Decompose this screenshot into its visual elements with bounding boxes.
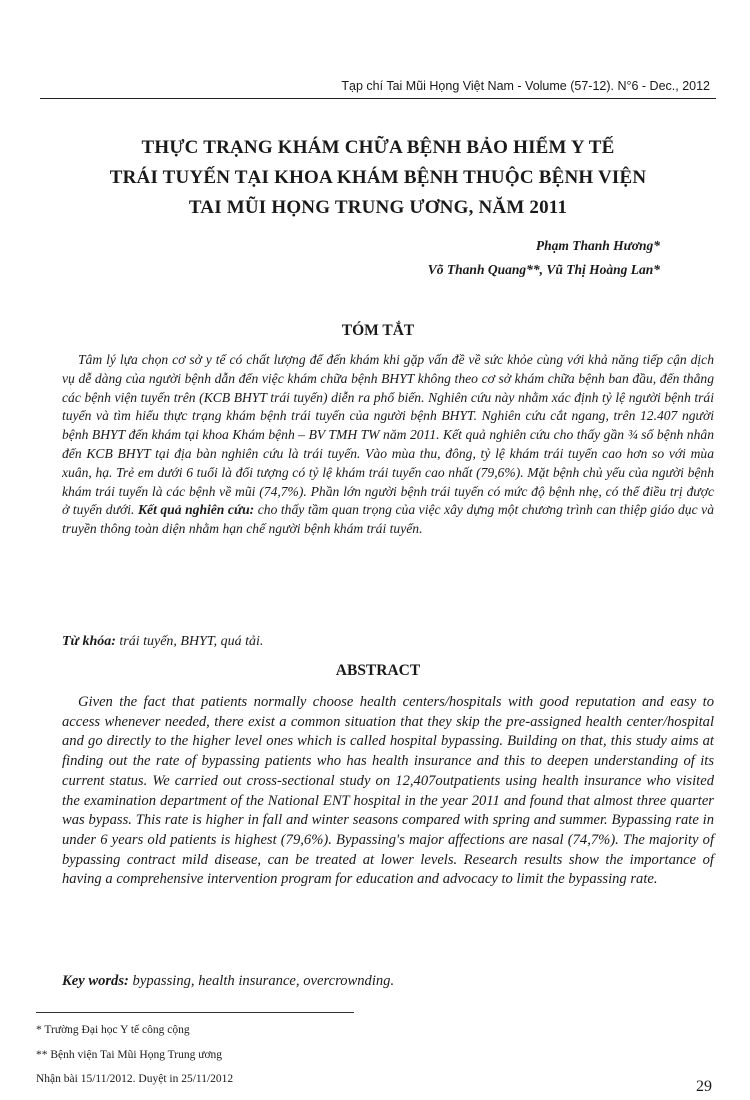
footnote-divider [36, 1012, 354, 1013]
keywords-text-vn: trái tuyến, BHYT, quá tải. [119, 634, 264, 649]
result-text-vn: cho thấy tầm quan trọng của việc xây dựng một chương trình can thiệp giáo dục và truyền thông toàn diện nhằm hạn chế người bệnh khám trái tuyến. [62, 502, 714, 537]
abstract-heading-en: ABSTRACT [335, 662, 421, 679]
footnote-affiliation-1: * Trường Đại học Y tế công cộng [36, 1024, 190, 1036]
author-line-1: Phạm Thanh Hương* [535, 238, 660, 253]
abstract-text-en: Given the fact that patients normally choose health centers/hospitals with good reputation and easy to access whenever needed, there exist a common situation that they skip the pre-assigned health center/hospital and go directly to the higher level ones which is called hospital bypassing. Building on that, this study aims at finding out the rate of bypassing patients who has health insurance and this to deepen understanding of its current status. We carried out cross-sectional study on 12,407outpatients using health insurance who visited the examination department of the National ENT hospital in the year 2011 and found that almost three quarter was bypass. This rate is higher in fall and winter seasons compared with spring and summer. Bypassing rate in under 6 years old patients is highest (79,6%). Bypassing's major affections are nasal (74,7%). The majority of bypassing contract mild disease, can be treated at lower levels. Research results show the importance of having a comprehensive intervention program for education and advocacy to limit the bypassing rate. [62, 694, 714, 888]
summary-heading-vn: TÓM TẮT [341, 322, 415, 339]
keywords-label-en: Key words: [62, 973, 129, 989]
running-header [40, 76, 716, 99]
author-block [428, 234, 660, 282]
summary-text-vn: Tâm lý lựa chọn cơ sở y tế có chất lượng để đến khám khi gặp vấn đề về sức khỏe cùng với khả năng tiếp cận dịch vụ dễ dàng của người bệnh dẫn đến việc khám chữa bệnh BHYT không theo cơ sở khám chữa bệnh ban đầu, đến thẳng các bệnh viện tuyến trên (KCB BHYT trái tuyến) diễn ra phổ biến. Nghiên cứu này nhằm xác định tỷ lệ người bệnh trái tuyến và tìm hiểu thực trạng khám bệnh trái tuyến của người bệnh BHYT. Nghiên cứu cắt ngang, trên 12.407 người bệnh BHYT đến khám tại khoa Khám bệnh – BV TMH TW năm 2011. Kết quả nghiên cứu cho thấy gần ¾ số bệnh nhân đến KCB BHYT tại địa bàn nghiên cứu là trái tuyến. Vào mùa thu, đông, tỷ lệ khám trái tuyến cao hơn so với mùa xuân, hạ. Trẻ em dưới 6 tuổi là đối tượng có tỷ lệ khám trái tuyến cao nhất (79,6%). Mặt bệnh chủ yếu của người bệnh khám trái tuyến là các bệnh về mũi (74,7%). Phần lớn người bệnh trái tuyến có mức độ bệnh nhẹ, có thể điều trị được ở tuyến dưới. [62, 352, 714, 518]
title-line: TRÁI TUYẾN TẠI KHOA KHÁM BỆNH THUỘC BỆNH VIỆN [109, 167, 647, 188]
keywords-label-vn: Từ khóa: [62, 634, 116, 649]
footnotes [36, 1018, 233, 1092]
title-line: TAI MŨI HỌNG TRUNG ƯƠNG, NĂM 2011 [188, 197, 568, 218]
footnote-dates: Nhận bài 15/11/2012. Duyệt in 25/11/2012 [36, 1073, 234, 1085]
keywords-text-en: bypassing, health insurance, overcrownding. [132, 973, 395, 989]
keywords-en [62, 973, 714, 990]
keywords-vn [62, 634, 714, 650]
footnote-affiliation-2: ** Bệnh viện Tai Mũi Họng Trung ương [36, 1048, 223, 1061]
journal-header-text: Tạp chí Tai Mũi Họng Việt Nam - Volume (57-12). N°6 - Dec., 2012 [341, 79, 710, 93]
abstract-body-en [62, 693, 714, 890]
author-line-2: Võ Thanh Quang**, Vũ Thị Hoàng Lan* [427, 262, 660, 277]
title-line: THỰC TRẠNG KHÁM CHỮA BỆNH BẢO HIỂM Y TẾ [141, 137, 615, 158]
summary-body-vn [62, 351, 714, 539]
page-number: 29 [696, 1078, 712, 1095]
result-label-vn: Kết quả nghiên cứu: [137, 502, 255, 518]
article-title [40, 133, 716, 223]
